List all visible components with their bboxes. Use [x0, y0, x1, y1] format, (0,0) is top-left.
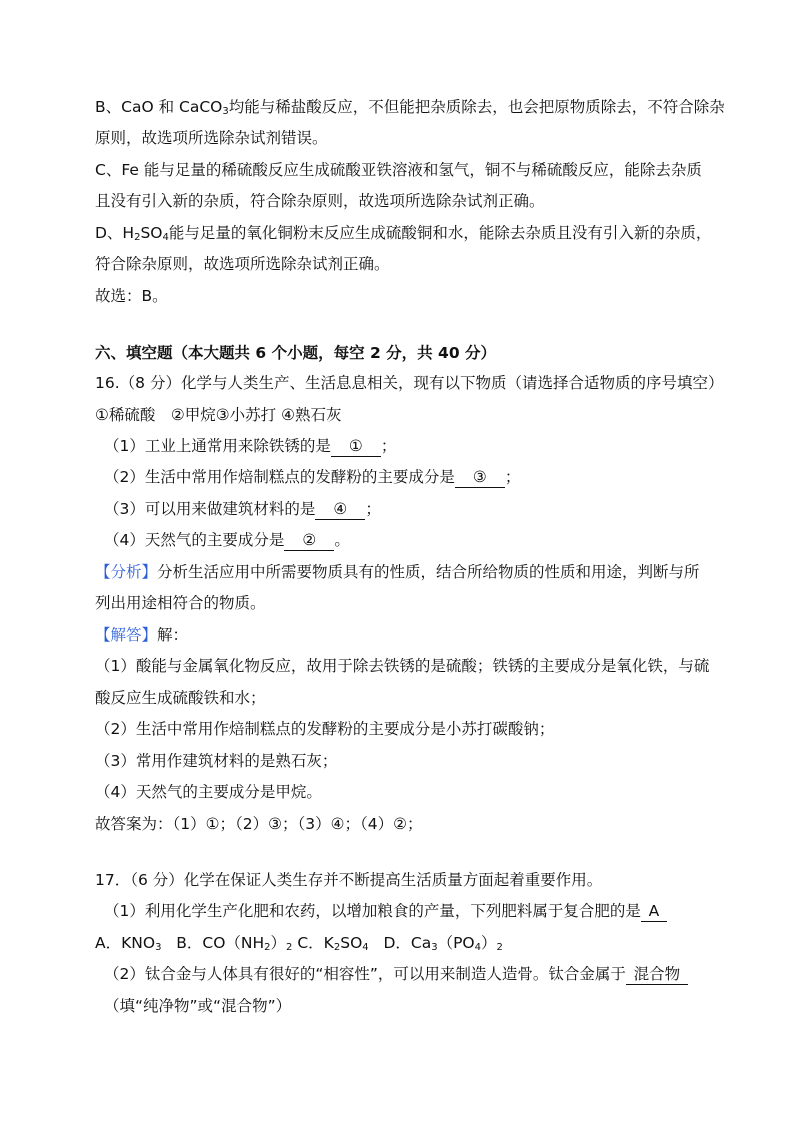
q17-answer-2: 混合物 [626, 965, 688, 985]
q16-solution-line: 酸反应生成硫酸铁和水； [95, 689, 266, 707]
q16-header: 16.（8 分）化学与人类生产、生活息息相关，现有以下物质（请选择合适物质的序号填空） [95, 374, 724, 392]
q16-solution-line: （2）生活中常用作焙制糕点的发酵粉的主要成分是小苏打碳酸钠； [95, 720, 555, 738]
q16-answer-3: ④ [315, 500, 365, 520]
q17-header: 17．（6 分）化学在保证人类生存并不断提高生活质量方面起着重要作用。 [95, 871, 603, 889]
option-d-line1: D、$H_2SO_4$能与足量的氧化铜粉末反应生成硫酸铜和水，能除去杂质且没有引入新的杂质， [95, 224, 712, 243]
option-c-line2: 且没有引入新的杂质，符合除杂原则，故选项所选除杂试剂正确。 [95, 192, 545, 210]
solution-tag: 【解答】 [95, 626, 158, 644]
q17-part2: （2）钛合金与人体具有很好的“相容性”，可以用来制造人造骨。钛合金属于 混合物 [104, 963, 720, 985]
q16-item-2: （2）生活中常用作焙制糕点的发酵粉的主要成分是 ③ ； [104, 468, 521, 486]
q16-analysis-line2: 列出用途相符合的物质。 [95, 594, 266, 612]
q16-item-1: （1）工业上通常用来除铁锈的是 ① ； [104, 437, 397, 455]
q16-item-4: （4）天然气的主要成分是 ② 。 [104, 531, 350, 549]
q17-part2-hint: （填“纯净物”或“混合物”） [104, 997, 292, 1015]
q17-part1: （1）利用化学生产化肥和农药，以增加粮食的产量，下列肥料属于复合肥的是 A [104, 900, 720, 922]
q17-option-a: A．$KNO_3$ [95, 934, 162, 953]
q16-item-3: （3）可以用来做建筑材料的是 ④ ； [104, 500, 381, 518]
conclusion: 故选：B。 [95, 287, 168, 305]
section-title: 六、填空题（本大题共 6 个小题，每空 2 分，共 40 分） [95, 344, 497, 362]
q16-options: ①稀硫酸 ②甲烷③小苏打 ④熟石灰 [95, 406, 342, 424]
q16-solution-line: （4）天然气的主要成分是甲烷。 [95, 783, 322, 801]
option-d-line2: 符合除杂原则，故选项所选除杂试剂正确。 [95, 255, 390, 273]
q16-analysis: 【分析】分析生活应用中所需要物质具有的性质，结合所给物质的性质和用途，判断与所 [95, 563, 700, 581]
q17-option-b: B．$CO(NH_2)_2$ [176, 934, 293, 953]
option-b-line2: 原则，故选项所选除杂试剂错误。 [95, 129, 328, 147]
option-c-line1: C、Fe 能与足量的稀硫酸反应生成硫酸亚铁溶液和氢气，铜不与稀硫酸反应，能除去杂质 [95, 161, 702, 179]
q17-option-c: C．$K_2SO_4$ [297, 934, 369, 953]
q16-solution-header: 【解答】解： [95, 626, 189, 644]
q17-options [95, 932, 720, 954]
q17-answer-1: A [641, 902, 667, 922]
q17-option-d: D．$Ca_3(PO_4)_2$ [383, 934, 503, 953]
q16-solution-line: （3）常用作建筑材料的是熟石灰； [95, 752, 338, 770]
q16-final-answer: 故答案为：（1）①；（2）③；（3）④；（4）②； [95, 815, 423, 833]
q16-answer-2: ③ [455, 468, 505, 488]
q16-solution-line: （1）酸能与金属氧化物反应，故用于除去铁锈的是硫酸；铁锈的主要成分是氧化铁，与硫 [95, 657, 710, 675]
option-b-line1: B、CaO 和 CaCO$_3$均能与稀盐酸反应，不但能把杂质除去，也会把原物质除去，不符合除杂 [95, 98, 725, 117]
q16-answer-1: ① [331, 437, 381, 457]
q16-answer-4: ② [284, 531, 334, 551]
analysis-tag: 【分析】 [95, 563, 158, 581]
